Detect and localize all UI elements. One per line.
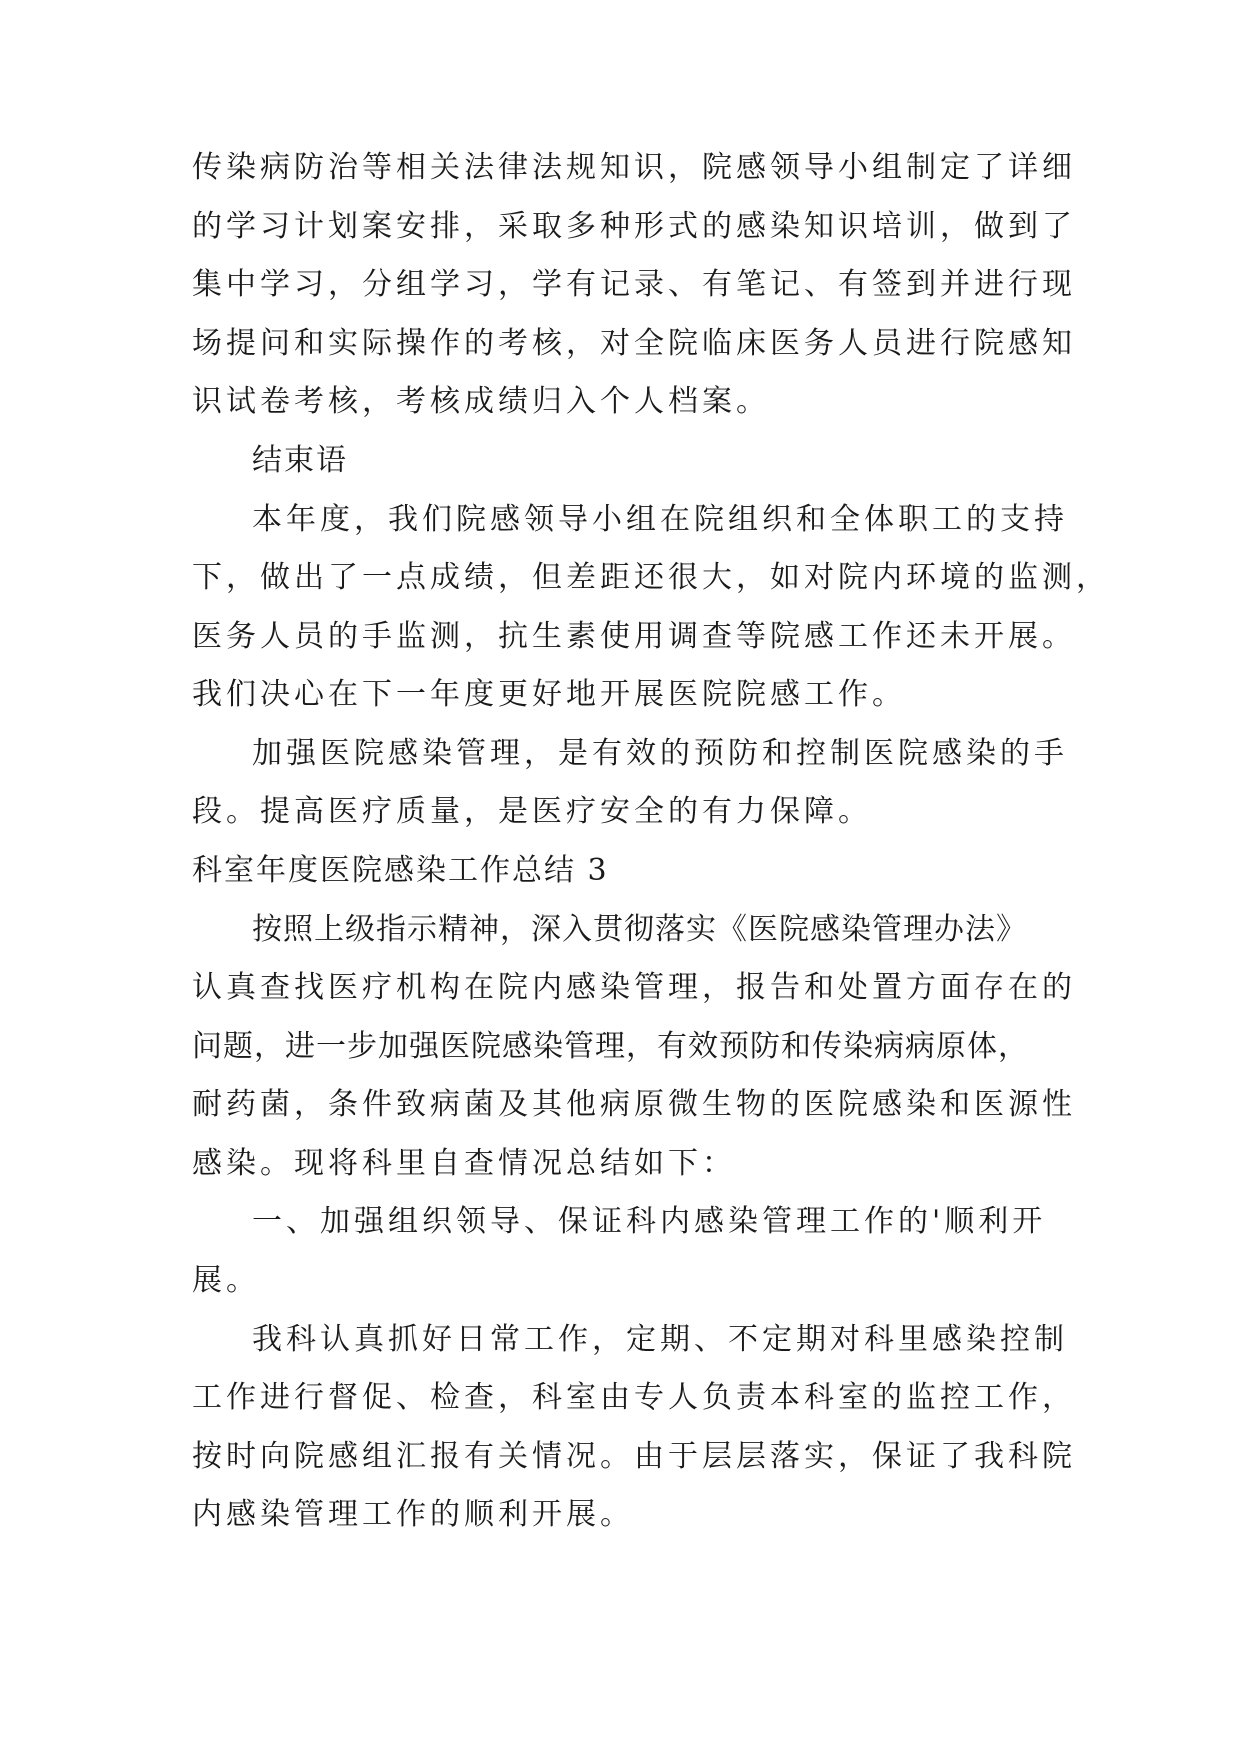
paragraph-line: 段。提高医疗质量，是医疗安全的有力保障。 bbox=[192, 794, 872, 829]
paragraph-line: 按照上级指示精神，深入贯彻落实《医院感染管理办法》 bbox=[252, 912, 1027, 947]
paragraph-line: 内感染管理工作的顺利开展。 bbox=[192, 1497, 634, 1532]
paragraph-line: 一、加强组织领导、保证科内感染管理工作的'顺利开 bbox=[252, 1204, 1047, 1239]
paragraph-line: 我们决心在下一年度更好地开展医院院感工作。 bbox=[192, 677, 906, 712]
paragraph-line: 场提问和实际操作的考核，对全院临床医务人员进行院感知 bbox=[192, 326, 1076, 361]
paragraph-line: 耐药菌，条件致病菌及其他病原微生物的医院感染和医源性 bbox=[192, 1087, 1076, 1122]
paragraph-line: 下，做出了一点成绩，但差距还很大，如对院内环境的监测， bbox=[192, 560, 1110, 595]
paragraph-line: 我科认真抓好日常工作，定期、不定期对科里感染控制 bbox=[252, 1322, 1068, 1357]
paragraph-line: 的学习计划案安排，采取多种形式的感染知识培训，做到了 bbox=[192, 209, 1076, 244]
paragraph-line: 按时向院感组汇报有关情况。由于层层落实，保证了我科院 bbox=[192, 1439, 1076, 1474]
paragraph-line: 加强医院感染管理，是有效的预防和控制医院感染的手 bbox=[252, 736, 1068, 771]
paragraph-line: 传染病防治等相关法律法规知识，院感领导小组制定了详细 bbox=[192, 150, 1076, 185]
paragraph-line: 工作进行督促、检查，科室由专人负责本科室的监控工作， bbox=[192, 1380, 1076, 1415]
paragraph-line: 集中学习，分组学习，学有记录、有笔记、有签到并进行现 bbox=[192, 267, 1076, 302]
paragraph-line: 识试卷考核，考核成绩归入个人档案。 bbox=[192, 384, 770, 419]
paragraph-line: 医务人员的手监测，抗生素使用调查等院感工作还未开展。 bbox=[192, 619, 1076, 654]
paragraph-line: 本年度，我们院感领导小组在院组织和全体职工的支持 bbox=[252, 502, 1068, 537]
section-heading: 结束语 bbox=[252, 443, 348, 478]
paragraph-line: 认真查找医疗机构在院内感染管理，报告和处置方面存在的 bbox=[192, 970, 1076, 1005]
paragraph-line: 问题，进一步加强医院感染管理，有效预防和传染病病原体， bbox=[192, 1029, 1029, 1064]
paragraph-line: 展。 bbox=[192, 1263, 260, 1298]
paragraph-line: 感染。现将科里自查情况总结如下： bbox=[192, 1146, 736, 1181]
section-title: 科室年度医院感染工作总结 3 bbox=[192, 853, 609, 888]
